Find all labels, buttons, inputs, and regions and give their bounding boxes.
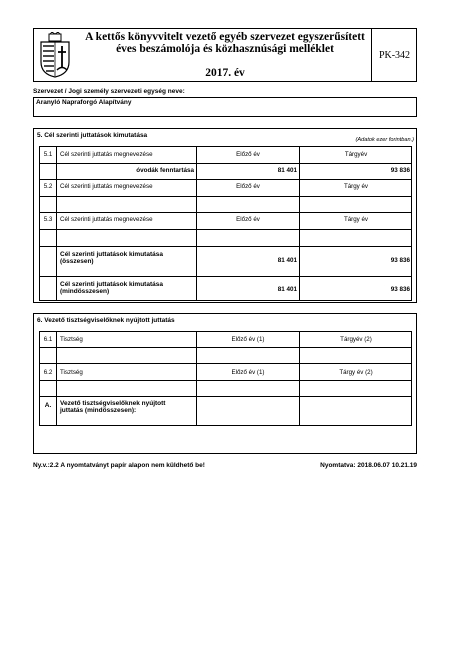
print-timestamp: Nyomtatva: 2018.06.07 10.21.19 bbox=[320, 462, 417, 469]
row-6-2-prev-header: Előző év (1) bbox=[231, 369, 265, 376]
row-5-3-prev-header: Előző év bbox=[236, 216, 260, 223]
section5-units-note: (Adatok ezer forintban.) bbox=[355, 137, 414, 143]
row-6-1-number: 6.1 bbox=[43, 336, 53, 343]
total-prev-value: 81 401 bbox=[277, 257, 297, 264]
section5-title: 5. Cél szerinti juttatások kimutatása bbox=[37, 132, 148, 139]
row-a-number: A. bbox=[44, 402, 52, 409]
row-5-1-prev-header: Előző év bbox=[236, 151, 260, 158]
row-a-label: Vezető tisztségviselőknek nyújtott juttatás (mindösszesen): bbox=[60, 400, 166, 414]
grand-total-prev-value: 81 401 bbox=[277, 286, 297, 293]
row-5-2-prev-header: Előző év bbox=[236, 183, 260, 190]
row-5-2-number: 5.2 bbox=[43, 183, 53, 190]
row-5-2-curr-header: Tárgy év bbox=[343, 183, 369, 190]
coat-of-arms-icon bbox=[38, 32, 72, 78]
row-5-1-prev-value: 81 401 bbox=[277, 167, 297, 174]
row-5-3-label: Cél szerinti juttatás megnevezése bbox=[60, 216, 153, 223]
footer-note: Ny.v.:2.2 A nyomtatványt papír alapon nem küldhető be! bbox=[33, 462, 205, 469]
row-6-2-curr-header: Tárgy év (2) bbox=[339, 369, 373, 376]
form-code: PK-342 bbox=[378, 50, 411, 61]
row-6-1-prev-header: Előző év (1) bbox=[231, 336, 265, 343]
total-curr-value: 93 836 bbox=[390, 257, 410, 264]
row-6-1-label: Tisztség bbox=[60, 336, 83, 343]
form-year: 2017. év bbox=[205, 67, 245, 79]
grand-total-label: Cél szerinti juttatások kimutatása (mindösszesen) bbox=[60, 281, 163, 295]
section6-title: 6. Vezető tisztségviselőknek nyújtott juttatás bbox=[37, 317, 175, 324]
row-5-1-curr-header: Tárgyév bbox=[344, 151, 368, 158]
row-6-2-number: 6.2 bbox=[43, 369, 53, 376]
row-5-1-number: 5.1 bbox=[43, 151, 53, 158]
row-5-3-curr-header: Tárgy év bbox=[343, 216, 369, 223]
total-label: Cél szerinti juttatások kimutatása (összesen) bbox=[60, 251, 163, 265]
row-5-1-curr-value: 93 836 bbox=[390, 167, 410, 174]
row-5-2-label: Cél szerinti juttatás megnevezése bbox=[60, 183, 153, 190]
org-label: Szervezet / Jogi személy szervezeti egység neve: bbox=[33, 88, 185, 95]
form-title bbox=[80, 31, 370, 55]
title-line-1: A kettős könyvvitelt vezető egyéb szervezet egyszerűsített bbox=[85, 31, 365, 43]
title-line-2: éves beszámolója és közhasznúsági melléklet bbox=[116, 43, 334, 55]
grand-total-curr-value: 93 836 bbox=[390, 286, 410, 293]
org-name: Aranyló Napraforgó Alapítvány bbox=[36, 99, 132, 106]
row-5-1-value-label: óvodák fenntartása bbox=[136, 167, 194, 174]
row-5-3-number: 5.3 bbox=[43, 216, 53, 223]
row-5-1-label: Cél szerinti juttatás megnevezése bbox=[60, 151, 153, 158]
org-name-field bbox=[33, 97, 417, 117]
row-6-1-curr-header: Tárgyév (2) bbox=[340, 336, 372, 343]
row-6-2-label: Tisztség bbox=[60, 369, 83, 376]
